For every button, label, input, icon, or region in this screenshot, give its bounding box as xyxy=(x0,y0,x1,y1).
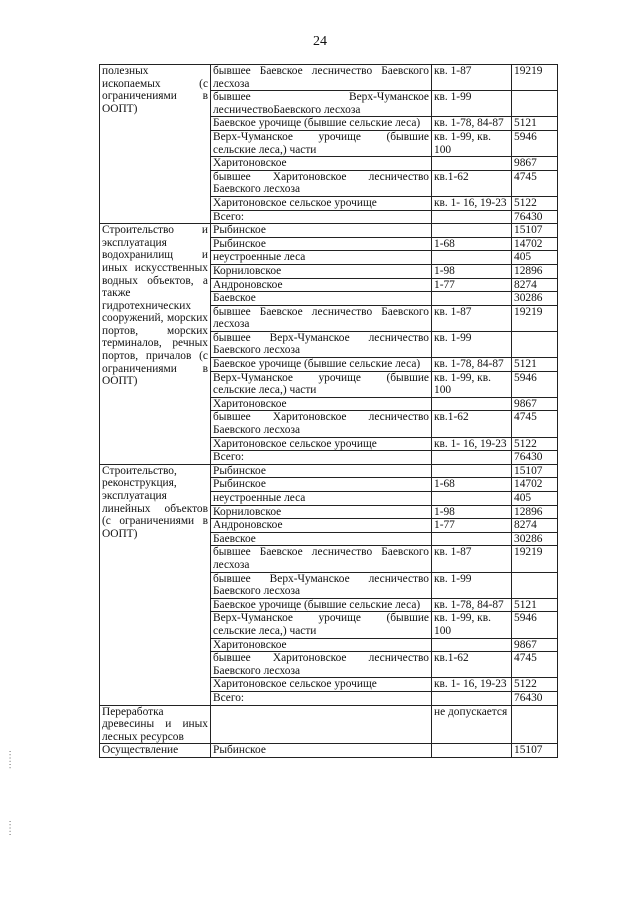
place-cell: Всего: xyxy=(211,691,432,705)
purpose-cell: Строительство, реконструкция, эксплуатация линейных объектов (с ограничениями в ООПТ) xyxy=(100,464,211,705)
place-cell: неустроенные леса xyxy=(211,492,432,506)
table-row xyxy=(100,705,558,744)
place-cell: бывшее Харитоновское лесничество Баевского лесхоза xyxy=(211,170,432,196)
blocks-cell: 1-77 xyxy=(432,278,512,292)
place-cell: бывшее Верх-Чуманское лесничество Баевского лесхоза xyxy=(211,572,432,598)
place-cell: бывшее Харитоновское лесничество Баевского лесхоза xyxy=(211,411,432,437)
place-cell: Баевское xyxy=(211,292,432,306)
blocks-cell: 1-68 xyxy=(432,237,512,251)
blocks-cell: кв. 1-78, 84-87 xyxy=(432,598,512,612)
place-cell: Харитоновское xyxy=(211,638,432,652)
blocks-cell: кв. 1-99, кв. 100 xyxy=(432,130,512,156)
area-cell: 5121 xyxy=(512,117,558,131)
area-cell: 12896 xyxy=(512,505,558,519)
place-cell: Рыбинское xyxy=(211,464,432,478)
place-cell: Харитоновское сельское урочище xyxy=(211,437,432,451)
place-cell: Андроновское xyxy=(211,519,432,533)
area-cell xyxy=(512,91,558,117)
purpose-cell: Переработка древесины и иных лесных ресурсов xyxy=(100,705,211,744)
area-cell: 5946 xyxy=(512,371,558,397)
table-row xyxy=(100,65,558,91)
blocks-cell xyxy=(432,691,512,705)
blocks-cell xyxy=(432,451,512,465)
place-cell: Верх-Чуманское урочище (бывшие сельские леса,) части xyxy=(211,612,432,638)
scan-edge-mark: · · · · · · xyxy=(5,750,15,769)
blocks-cell: 1-68 xyxy=(432,478,512,492)
blocks-cell: кв. 1-99 xyxy=(432,331,512,357)
area-cell: 5121 xyxy=(512,598,558,612)
place-cell: Харитоновское сельское урочище xyxy=(211,678,432,692)
place-cell: Всего: xyxy=(211,210,432,224)
place-cell: Андроновское xyxy=(211,278,432,292)
place-cell: Рыбинское xyxy=(211,237,432,251)
area-cell: 12896 xyxy=(512,264,558,278)
forest-use-table xyxy=(99,64,558,758)
blocks-cell: кв. 1- 16, 19-23 xyxy=(432,196,512,210)
place-cell: Рыбинское xyxy=(211,744,432,758)
blocks-cell: кв.1-62 xyxy=(432,411,512,437)
area-cell: 15107 xyxy=(512,224,558,238)
blocks-cell xyxy=(432,638,512,652)
area-cell: 9867 xyxy=(512,157,558,171)
place-cell: бывшее Баевское лесничество Баевского лесхоза xyxy=(211,546,432,572)
area-cell: 405 xyxy=(512,251,558,265)
table-row xyxy=(100,224,558,238)
area-cell: 76430 xyxy=(512,210,558,224)
area-cell: 76430 xyxy=(512,691,558,705)
place-cell: Баевское урочище (бывшие сельские леса) xyxy=(211,358,432,372)
place-cell: бывшее Верх-Чуманское лесничество Баевского лесхоза xyxy=(211,331,432,357)
blocks-cell: кв. 1-78, 84-87 xyxy=(432,117,512,131)
area-cell xyxy=(512,705,558,744)
blocks-cell: кв. 1-87 xyxy=(432,546,512,572)
place-cell: Рыбинское xyxy=(211,478,432,492)
place-cell: Верх-Чуманское урочище (бывшие сельские леса,) части xyxy=(211,371,432,397)
place-cell: Корниловское xyxy=(211,505,432,519)
blocks-cell: 1-77 xyxy=(432,519,512,533)
place-cell: бывшее Верх-Чуманское лесничествоБаевского лесхоза xyxy=(211,91,432,117)
area-cell: 30286 xyxy=(512,532,558,546)
area-cell: 5121 xyxy=(512,358,558,372)
area-cell: 9867 xyxy=(512,638,558,652)
area-cell: 15107 xyxy=(512,464,558,478)
area-cell: 15107 xyxy=(512,744,558,758)
area-cell: 14702 xyxy=(512,478,558,492)
blocks-cell: кв. 1-87 xyxy=(432,65,512,91)
blocks-cell: кв.1-62 xyxy=(432,170,512,196)
scan-edge-mark: · · · · · xyxy=(5,820,15,835)
blocks-cell xyxy=(432,251,512,265)
blocks-cell: кв. 1- 16, 19-23 xyxy=(432,437,512,451)
blocks-cell xyxy=(432,492,512,506)
area-cell: 30286 xyxy=(512,292,558,306)
area-cell: 14702 xyxy=(512,237,558,251)
blocks-cell: 1-98 xyxy=(432,505,512,519)
blocks-cell: кв.1-62 xyxy=(432,652,512,678)
blocks-cell: кв. 1- 16, 19-23 xyxy=(432,678,512,692)
area-cell: 8274 xyxy=(512,519,558,533)
area-cell: 19219 xyxy=(512,65,558,91)
blocks-cell xyxy=(432,744,512,758)
purpose-cell: Осуществление xyxy=(100,744,211,758)
blocks-cell xyxy=(432,157,512,171)
blocks-cell: кв. 1-99 xyxy=(432,91,512,117)
blocks-cell xyxy=(432,532,512,546)
place-cell: бывшее Баевское лесничество Баевского лесхоза xyxy=(211,305,432,331)
place-cell: Харитоновское сельское урочище xyxy=(211,196,432,210)
area-cell: 5122 xyxy=(512,437,558,451)
place-cell: бывшее Баевское лесничество Баевского лесхоза xyxy=(211,65,432,91)
place-cell: Рыбинское xyxy=(211,224,432,238)
place-cell: Баевское урочище (бывшие сельские леса) xyxy=(211,598,432,612)
blocks-cell xyxy=(432,464,512,478)
place-cell: Харитоновское xyxy=(211,157,432,171)
blocks-cell: 1-98 xyxy=(432,264,512,278)
place-cell: Всего: xyxy=(211,451,432,465)
page-number: 24 xyxy=(313,34,327,49)
area-cell: 9867 xyxy=(512,397,558,411)
table-body xyxy=(100,65,558,758)
place-cell: Харитоновское xyxy=(211,397,432,411)
blocks-cell: кв. 1-87 xyxy=(432,305,512,331)
place-cell: неустроенные леса xyxy=(211,251,432,265)
area-cell xyxy=(512,331,558,357)
area-cell: 5122 xyxy=(512,196,558,210)
area-cell xyxy=(512,572,558,598)
area-cell: 4745 xyxy=(512,652,558,678)
blocks-cell: кв. 1-99, кв. 100 xyxy=(432,612,512,638)
area-cell: 5946 xyxy=(512,612,558,638)
blocks-cell xyxy=(432,397,512,411)
area-cell: 5946 xyxy=(512,130,558,156)
place-cell xyxy=(211,705,432,744)
blocks-cell xyxy=(432,292,512,306)
purpose-cell: полезных ископаемых (с ограничениями в ООПТ) xyxy=(100,65,211,224)
area-cell: 5122 xyxy=(512,678,558,692)
blocks-cell: кв. 1-99, кв. 100 xyxy=(432,371,512,397)
place-cell: Корниловское xyxy=(211,264,432,278)
area-cell: 76430 xyxy=(512,451,558,465)
table-row xyxy=(100,464,558,478)
place-cell: Баевское xyxy=(211,532,432,546)
place-cell: бывшее Харитоновское лесничество Баевского лесхоза xyxy=(211,652,432,678)
area-cell: 4745 xyxy=(512,170,558,196)
blocks-cell: кв. 1-78, 84-87 xyxy=(432,358,512,372)
area-cell: 19219 xyxy=(512,546,558,572)
blocks-cell: не допускается xyxy=(432,705,512,744)
area-cell: 405 xyxy=(512,492,558,506)
blocks-cell: кв. 1-99 xyxy=(432,572,512,598)
area-cell: 4745 xyxy=(512,411,558,437)
table-row xyxy=(100,744,558,758)
blocks-cell xyxy=(432,224,512,238)
blocks-cell xyxy=(432,210,512,224)
area-cell: 8274 xyxy=(512,278,558,292)
place-cell: Баевское урочище (бывшие сельские леса) xyxy=(211,117,432,131)
place-cell: Верх-Чуманское урочище (бывшие сельские леса,) части xyxy=(211,130,432,156)
purpose-cell: Строительство и эксплуатация водохранилищ и иных искусственных водных объектов, а также гидротехнических сооружений, морских портов, морских терминалов, речных портов, причалов (с ограничениями в ООПТ) xyxy=(100,224,211,465)
area-cell: 19219 xyxy=(512,305,558,331)
